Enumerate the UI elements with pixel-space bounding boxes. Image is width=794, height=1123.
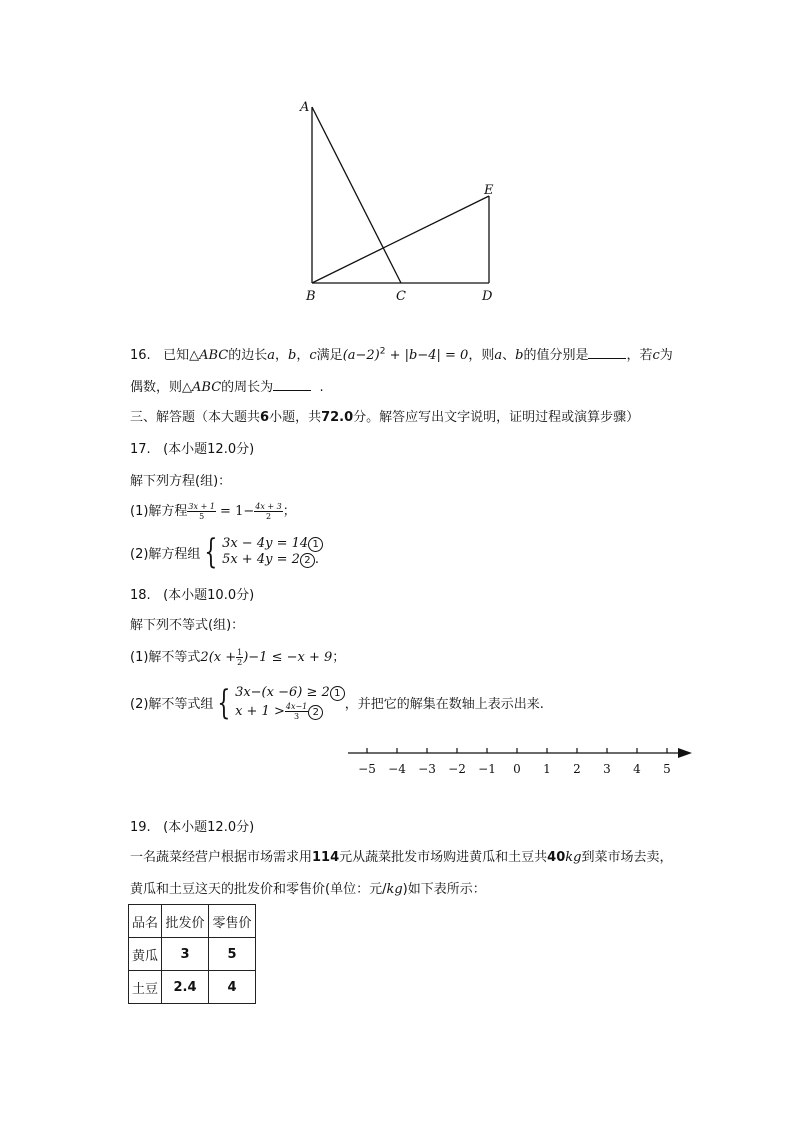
point-label-A: A: [300, 100, 310, 115]
question-17-header: [130, 438, 254, 457]
number-line-label: 1: [543, 762, 551, 776]
table-row: [129, 971, 256, 1004]
circled-number: 1: [308, 537, 323, 552]
question-18-part-2: (2)解不等式组 { 3x−(x −6) ≥ 2 1 x + 1 > $\frac{4x-1}{3}$ 2，并把它的解集在数轴上表示出来.: [130, 682, 544, 723]
table-header-row: [129, 905, 256, 938]
number-line-label: −5: [358, 762, 376, 776]
question-number: 19.: [130, 820, 151, 835]
answer-blank-1[interactable]: [588, 346, 626, 359]
table-cell: 5: [209, 938, 256, 971]
number-line-label: −4: [388, 762, 406, 776]
fraction: $\frac{4x + 3}{2}$: [255, 502, 282, 521]
question-17-part-2: (2)解方程组 { 3x − 4y = 14 1 5x + 4y = 2 2 .: [130, 536, 323, 568]
table-header-cell: 零售价: [209, 905, 256, 938]
table-cell: 4: [209, 971, 256, 1004]
number-line-label: 3: [603, 762, 611, 776]
table-row: [129, 938, 256, 971]
question-score: (本小题12.0分): [163, 442, 255, 457]
number-line-label: −1: [478, 762, 496, 776]
question-19-header: [130, 816, 254, 835]
point-label-D: D: [482, 289, 493, 304]
number-line-arrow: [678, 748, 692, 758]
question-number: 17.: [130, 442, 151, 457]
table-header-cell: 品名: [129, 905, 162, 938]
segment-BE: [312, 196, 489, 283]
number-line-label: 5: [663, 762, 671, 776]
answer-blank-2[interactable]: [273, 378, 311, 391]
table-cell: 黄瓜: [129, 938, 162, 971]
question-number: 16.: [130, 348, 151, 363]
number-line-label: −3: [418, 762, 436, 776]
number-line: [340, 740, 700, 780]
table-cell: 3: [162, 938, 209, 971]
question-score: (本小题10.0分): [163, 588, 255, 603]
table-header-cell: 批发价: [162, 905, 209, 938]
left-brace: {: [204, 532, 218, 572]
circled-number: 1: [330, 686, 345, 701]
table-cell: 2.4: [162, 971, 209, 1004]
question-17-intro: 解下列方程(组)：: [130, 474, 232, 489]
question-number: 18.: [130, 588, 151, 603]
number-line-label: 2: [573, 762, 581, 776]
question-18-part-1: (1)解不等式2(x + $\frac{1}{2}$ )−1 ≤ −x + 9；: [130, 648, 346, 667]
point-label-C: C: [396, 289, 406, 304]
question-18-header: [130, 584, 254, 603]
point-label-E: E: [484, 183, 494, 198]
circled-number: 2: [308, 705, 323, 720]
section-3-heading: 三、解答题（本大题共6小题，共72.0分。解答应写出文字说明，证明过程或演算步骤）: [130, 410, 640, 425]
question-16-line-1: 16. 已知△ABC的边长a，b，c满足$(a-2)^2 + |b-4| = 0$，则a、b的值分别是 ，若c为: [130, 346, 673, 363]
question-score: (本小题12.0分): [163, 820, 255, 835]
number-line-label: 4: [633, 762, 641, 776]
fraction: $\frac{4x-1}{3}$: [285, 702, 308, 721]
circled-number: 2: [300, 553, 315, 568]
price-table: [128, 904, 256, 1004]
table-cell: 土豆: [129, 971, 162, 1004]
fraction: $\frac{3x + 1}{5}$: [188, 502, 215, 521]
geometry-figure: [290, 95, 510, 310]
number-line-label: −2: [448, 762, 466, 776]
question-19-line-2: 黄瓜和土豆这天的批发价和零售价(单位：元/kg)如下表所示：: [130, 882, 486, 897]
question-16-line-2: 偶数，则△ABC的周长为 .: [130, 380, 324, 395]
fraction: $\frac{1}{2}$: [237, 648, 243, 667]
point-label-B: B: [306, 289, 316, 304]
question-19-line-1: 一名蔬菜经营户根据市场需求用114元从蔬菜批发市场购进黄瓜和土豆共40kg到菜市场去卖，: [130, 850, 673, 865]
question-17-part-1: (1)解方程 $\frac{3x + 1}{5}$ = 1− $\frac{4x + 3}{2}$ ；: [130, 502, 296, 521]
segment-AC: [312, 107, 401, 283]
question-18-intro: 解下列不等式(组)：: [130, 618, 245, 633]
left-brace: {: [217, 682, 231, 723]
number-line-label: 0: [513, 762, 521, 776]
